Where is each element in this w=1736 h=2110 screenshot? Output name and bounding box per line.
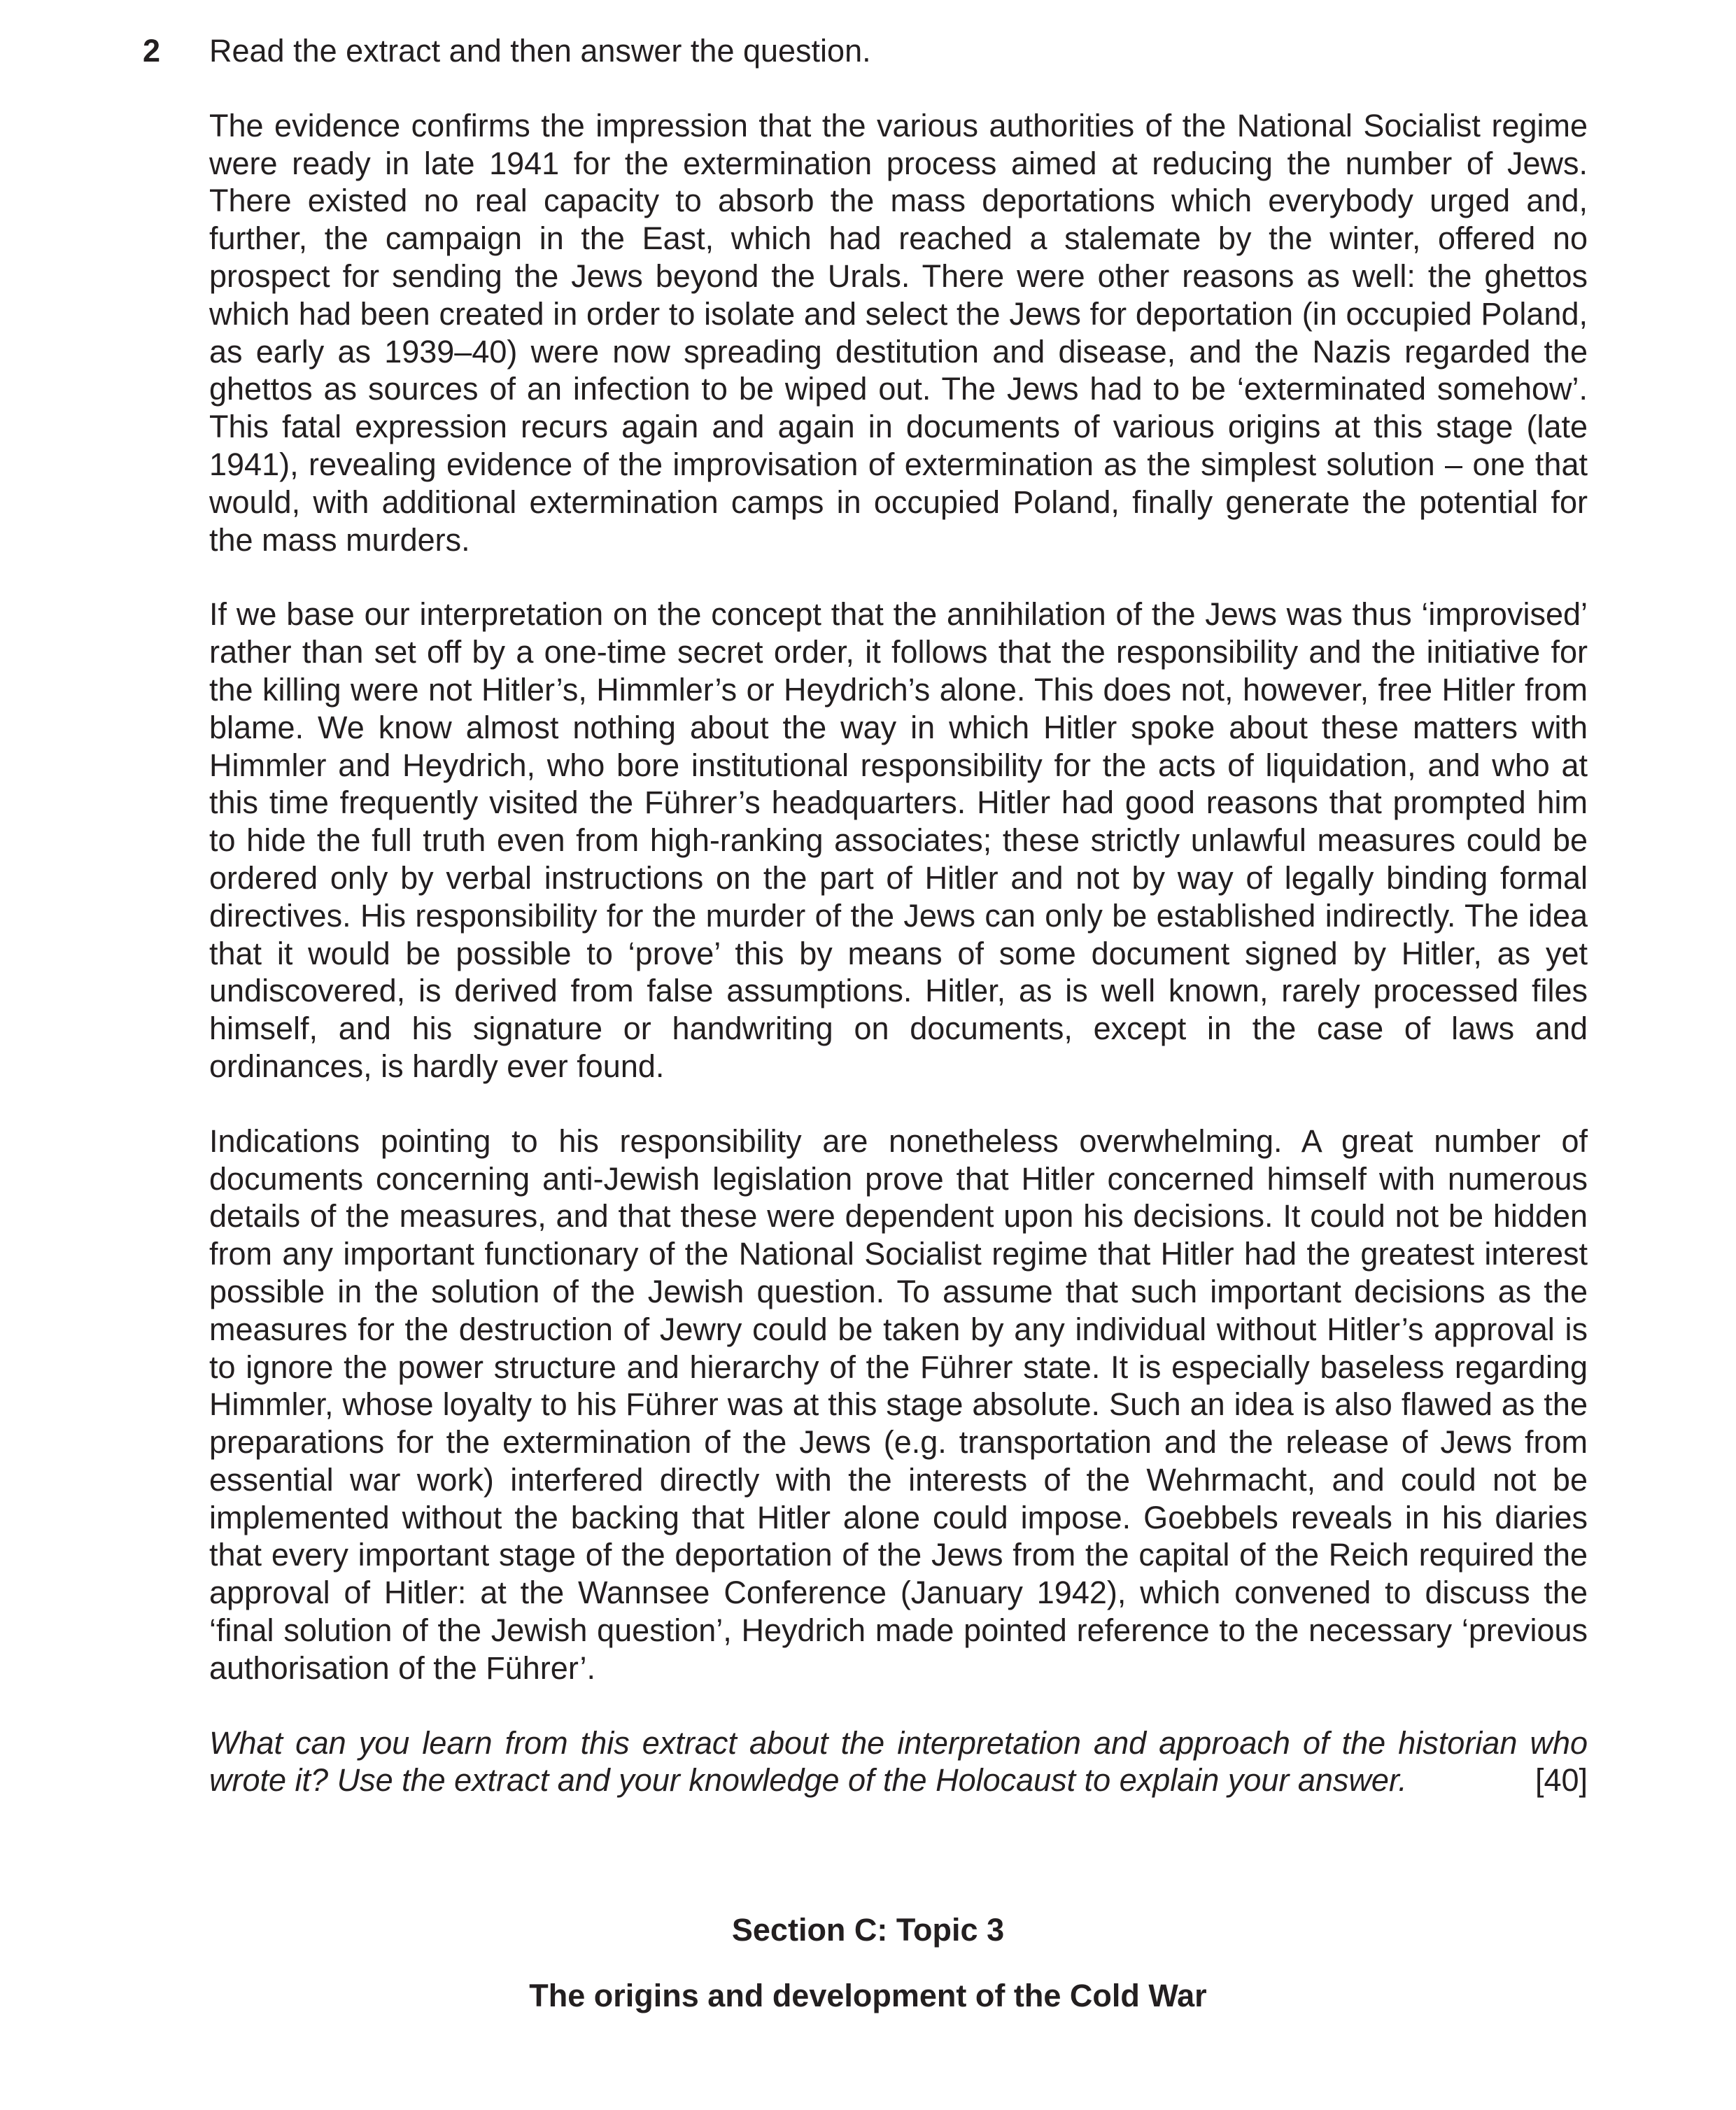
extract-paragraph-1: The evidence confirms the impression that the various authorities of the National Socialist regime were ready in late 1941 for the extermination process aimed at reducing the number of Jews. There existed no real capacity to absorb the mass deportations which everybody urged and, further, the campaign in the East, which had reached a stalemate by the winter, offered no prospect for sending the Jews beyond the Urals. There were other reasons as well: the ghettos which had been created in order to isolate and select the Jews for deportation (in occupied Poland, as early as 1939–40) were now spreading destitution and disease, and the Nazis regarded the ghettos as sources of an infection to be wiped out. The Jews had to be ‘exterminated somehow’. This fatal expression recurs again and again in documents of various origins at this stage (late 1941), revealing evidence of the improvisation of extermination as the simplest solution – one that would, with additional extermination camps in occupied Poland, finally generate the potential for the mass murders. <box>209 107 1588 558</box>
question-prompt-text: What can you learn from this extract about the interpretation and approach of the historian who wrote it? Use the extract and your knowledge of the Holocaust to explain your answer. <box>209 1724 1588 1799</box>
question-number: 2 <box>143 33 161 69</box>
question-body <box>209 32 1588 1799</box>
extract-paragraph-2: If we base our interpretation on the concept that the annihilation of the Jews was thus ‘improvised’ rather than set off by a one-time secret order, it follows that the responsibility and the initiative for the killing were not Hitler’s, Himmler’s or Heydrich’s alone. This does not, however, free Hitler from blame. We know almost nothing about the way in which Hitler spoke about these matters with Himmler and Heydrich, who bore institutional responsibility for the acts of liquidation, and who at this time frequently visited the Führer’s headquarters. Hitler had good reasons that prompted him to hide the full truth even from high-ranking associates; these strictly unlawful measures could be ordered only by verbal instructions on the part of Hitler and not by way of legally binding formal directives. His responsibility for the murder of the Jews can only be established indirectly. The idea that it would be possible to ‘prove’ this by means of some document signed by Hitler, as yet undiscovered, is derived from false assumptions. Hitler, as is well known, rarely processed files himself, and his signature or handwriting on documents, except in the case of laws and ordinances, is hardly ever found. <box>209 596 1588 1084</box>
topic-title: The origins and development of the Cold War <box>529 1978 1207 2013</box>
question-prompt <box>209 1724 1588 1800</box>
extract-paragraph-3: Indications pointing to his responsibility are nonetheless overwhelming. A great number of documents concerning anti-Jewish legislation prove that Hitler concerned himself with numerous details of the measures, and that these were dependent upon his decisions. It could not be hidden from any important functionary of the National Socialist regime that Hitler had the greatest interest possible in the solution of the Jewish question. To assume that such important decisions as the measures for the destruction of Jewry could be taken by any individual without Hitler’s approval is to ignore the power structure and hierarchy of the Führer state. It is especially baseless regarding Himmler, whose loyalty to his Führer was at this stage absolute. Such an idea is also flawed as the preparations for the extermination of the Jews (e.g. transportation and the release of Jews from essential war work) interfered directly with the interests of the Wehrmacht, and could not be implemented without the backing that Hitler alone could impose. Goebbels reveals in his diaries that every important stage of the deportation of the Jews from the capital of the Reich required the approval of Hitler: at the Wannsee Conference (January 1942), which convened to discuss the ‘final solution of the Jewish question’, Heydrich made pointed reference to the necessary ‘previous authorisation of the Führer’. <box>209 1123 1588 1686</box>
section-heading: Section C: Topic 3 <box>731 1912 1005 1948</box>
question-instruction: Read the extract and then answer the question. <box>209 33 871 69</box>
marks-label: [40] <box>1534 1762 1588 1799</box>
